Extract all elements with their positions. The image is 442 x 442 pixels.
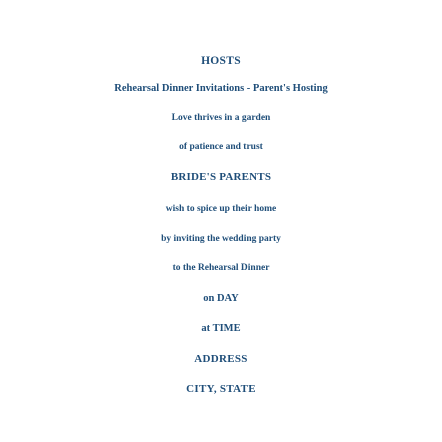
event-day: on DAY <box>203 293 239 304</box>
invitation-title: Rehearsal Dinner Invitations - Parent's Hosting <box>114 83 328 94</box>
event-name: to the Rehearsal Dinner <box>172 263 270 273</box>
event-address: ADDRESS <box>194 353 248 365</box>
event-city-state: CITY, STATE <box>186 383 256 395</box>
hosts-heading: HOSTS <box>201 55 241 67</box>
verse-line-2: of patience and trust <box>179 142 263 152</box>
event-time: at TIME <box>201 323 241 334</box>
invite-line-1: wish to spice up their home <box>165 204 277 214</box>
invite-line-2: by inviting the wedding party <box>161 234 281 244</box>
verse-line-1: Love thrives in a garden <box>171 113 271 123</box>
host-names: BRIDE'S PARENTS <box>170 171 272 183</box>
